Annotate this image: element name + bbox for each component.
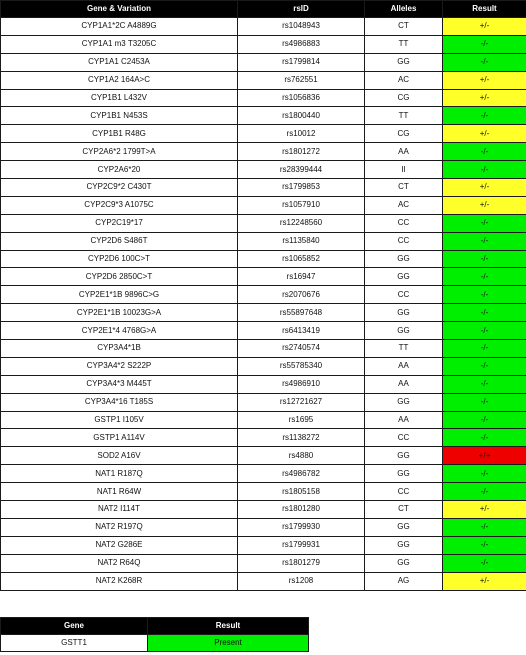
alleles-cell: CG: [365, 89, 443, 107]
rsid-cell: rs762551: [238, 71, 365, 89]
table-row: [1, 268, 526, 286]
gene-variation-cell: CYP1A1 C2453A: [1, 53, 238, 71]
alleles-cell: TT: [365, 107, 443, 125]
table-row: [1, 483, 526, 501]
result-cell: -/-: [443, 35, 526, 53]
alleles-cell: TT: [365, 340, 443, 358]
header-rsid: rsID: [238, 1, 365, 18]
rsid-cell: rs55897648: [238, 304, 365, 322]
table-row: [1, 393, 526, 411]
table-row: [1, 286, 526, 304]
rsid-cell: rs1048943: [238, 18, 365, 36]
rsid-cell: rs1065852: [238, 250, 365, 268]
result-cell: -/-: [443, 214, 526, 232]
result-cell: -/-: [443, 143, 526, 161]
table-row: [1, 232, 526, 250]
rsid-cell: rs4986883: [238, 35, 365, 53]
result-cell: -/-: [443, 304, 526, 322]
result-cell: -/-: [443, 161, 526, 179]
rsid-cell: rs4986910: [238, 375, 365, 393]
alleles-cell: AA: [365, 357, 443, 375]
table-row: [1, 304, 526, 322]
alleles-cell: CC: [365, 429, 443, 447]
gene-variation-cell: CYP1B1 L432V: [1, 89, 238, 107]
rsid-cell: rs1800440: [238, 107, 365, 125]
alleles-cell: CT: [365, 18, 443, 36]
result-cell: -/-: [443, 250, 526, 268]
alleles-cell: GG: [365, 518, 443, 536]
gene-variation-cell: CYP2E1*1B 9896C>G: [1, 286, 238, 304]
result-cell: -/-: [443, 375, 526, 393]
result-cell: +/-: [443, 71, 526, 89]
alleles-cell: CC: [365, 483, 443, 501]
alleles-cell: AC: [365, 196, 443, 214]
rsid-cell: rs1138272: [238, 429, 365, 447]
table-row: [1, 35, 526, 53]
gene-variation-cell: CYP2D6 100C>T: [1, 250, 238, 268]
gene-presence-body: [1, 635, 309, 652]
rsid-cell: rs1799814: [238, 53, 365, 71]
gene-variation-cell: GSTP1 I105V: [1, 411, 238, 429]
rsid-cell: rs6413419: [238, 322, 365, 340]
result-cell: +/+: [443, 447, 526, 465]
rsid-cell: rs1801280: [238, 501, 365, 519]
gene-variation-cell: CYP2D6 S486T: [1, 232, 238, 250]
rsid-cell: rs1805158: [238, 483, 365, 501]
table-row: [1, 518, 526, 536]
genotype-results-body: [1, 18, 526, 591]
rsid-cell: rs1801272: [238, 143, 365, 161]
gene-variation-cell: CYP3A4*1B: [1, 340, 238, 358]
gene-variation-cell: CYP2A6*20: [1, 161, 238, 179]
header-result: Result: [148, 618, 309, 635]
gene-variation-cell: CYP3A4*2 S222P: [1, 357, 238, 375]
header-gene-variation: Gene & Variation: [1, 1, 238, 18]
table-row: [1, 635, 309, 652]
gene-cell: GSTT1: [1, 635, 148, 652]
alleles-cell: AA: [365, 375, 443, 393]
alleles-cell: CC: [365, 214, 443, 232]
result-cell: -/-: [443, 465, 526, 483]
result-cell: -/-: [443, 518, 526, 536]
header-alleles: Alleles: [365, 1, 443, 18]
gene-variation-cell: CYP2A6*2 1799T>A: [1, 143, 238, 161]
result-cell: -/-: [443, 357, 526, 375]
rsid-cell: rs1208: [238, 572, 365, 590]
alleles-cell: CT: [365, 179, 443, 197]
result-cell: -/-: [443, 232, 526, 250]
table-row: [1, 554, 526, 572]
table-row: [1, 411, 526, 429]
alleles-cell: CC: [365, 286, 443, 304]
alleles-cell: TT: [365, 35, 443, 53]
rsid-cell: rs1057910: [238, 196, 365, 214]
table-row: [1, 536, 526, 554]
rsid-cell: rs16947: [238, 268, 365, 286]
alleles-cell: GG: [365, 554, 443, 572]
gene-variation-cell: NAT2 R64Q: [1, 554, 238, 572]
table-row: [1, 357, 526, 375]
result-cell: +/-: [443, 572, 526, 590]
result-cell: -/-: [443, 554, 526, 572]
gene-variation-cell: NAT2 G286E: [1, 536, 238, 554]
table-row: [1, 196, 526, 214]
result-cell: -/-: [443, 107, 526, 125]
rsid-cell: rs55785340: [238, 357, 365, 375]
alleles-cell: GG: [365, 536, 443, 554]
table-row: [1, 89, 526, 107]
result-cell: +/-: [443, 501, 526, 519]
table-header-row: [1, 618, 309, 635]
rsid-cell: rs1799853: [238, 179, 365, 197]
table-row: [1, 161, 526, 179]
table-row: [1, 501, 526, 519]
alleles-cell: GG: [365, 304, 443, 322]
alleles-cell: AC: [365, 71, 443, 89]
gene-variation-cell: SOD2 A16V: [1, 447, 238, 465]
alleles-cell: CC: [365, 232, 443, 250]
rsid-cell: rs10012: [238, 125, 365, 143]
table-header-row: [1, 1, 526, 18]
gene-variation-cell: CYP2D6 2850C>T: [1, 268, 238, 286]
gene-variation-cell: GSTP1 A114V: [1, 429, 238, 447]
gene-variation-cell: CYP1B1 N453S: [1, 107, 238, 125]
result-cell: +/-: [443, 89, 526, 107]
rsid-cell: rs12248560: [238, 214, 365, 232]
gene-presence-table: [0, 617, 309, 652]
alleles-cell: CG: [365, 125, 443, 143]
table-row: [1, 250, 526, 268]
gene-variation-cell: CYP2E1*4 4768G>A: [1, 322, 238, 340]
result-cell: -/-: [443, 536, 526, 554]
gene-variation-cell: CYP2C9*3 A1075C: [1, 196, 238, 214]
gene-variation-cell: CYP1A1*2C A4889G: [1, 18, 238, 36]
table-row: [1, 71, 526, 89]
table-row: [1, 429, 526, 447]
result-cell: -/-: [443, 429, 526, 447]
rsid-cell: rs4880: [238, 447, 365, 465]
rsid-cell: rs1695: [238, 411, 365, 429]
alleles-cell: GG: [365, 322, 443, 340]
rsid-cell: rs1799931: [238, 536, 365, 554]
result-cell: -/-: [443, 483, 526, 501]
rsid-cell: rs12721627: [238, 393, 365, 411]
rsid-cell: rs1801279: [238, 554, 365, 572]
alleles-cell: GG: [365, 393, 443, 411]
gene-variation-cell: CYP1A1 m3 T3205C: [1, 35, 238, 53]
alleles-cell: GG: [365, 447, 443, 465]
result-cell: -/-: [443, 268, 526, 286]
gene-variation-cell: CYP2C9*2 C430T: [1, 179, 238, 197]
rsid-cell: rs2070676: [238, 286, 365, 304]
header-gene: Gene: [1, 618, 148, 635]
table-row: [1, 53, 526, 71]
result-cell: Present: [148, 635, 309, 652]
table-row: [1, 375, 526, 393]
table-row: [1, 179, 526, 197]
table-row: [1, 143, 526, 161]
result-cell: +/-: [443, 196, 526, 214]
table-row: [1, 447, 526, 465]
result-cell: +/-: [443, 18, 526, 36]
alleles-cell: GG: [365, 250, 443, 268]
gene-variation-cell: CYP1B1 R48G: [1, 125, 238, 143]
result-cell: -/-: [443, 393, 526, 411]
table-row: [1, 214, 526, 232]
result-cell: +/-: [443, 179, 526, 197]
table-row: [1, 465, 526, 483]
alleles-cell: GG: [365, 53, 443, 71]
gene-variation-cell: CYP3A4*16 T185S: [1, 393, 238, 411]
alleles-cell: CT: [365, 501, 443, 519]
result-cell: -/-: [443, 411, 526, 429]
alleles-cell: II: [365, 161, 443, 179]
rsid-cell: rs1799930: [238, 518, 365, 536]
rsid-cell: rs2740574: [238, 340, 365, 358]
gene-variation-cell: NAT2 I114T: [1, 501, 238, 519]
table-row: [1, 18, 526, 36]
header-result: Result: [443, 1, 526, 18]
gene-variation-cell: NAT2 K268R: [1, 572, 238, 590]
gene-variation-cell: NAT2 R197Q: [1, 518, 238, 536]
gene-variation-cell: CYP2E1*1B 10023G>A: [1, 304, 238, 322]
rsid-cell: rs1056836: [238, 89, 365, 107]
gene-variation-cell: NAT1 R64W: [1, 483, 238, 501]
rsid-cell: rs4986782: [238, 465, 365, 483]
table-row: [1, 572, 526, 590]
result-cell: -/-: [443, 340, 526, 358]
rsid-cell: rs1135840: [238, 232, 365, 250]
alleles-cell: GG: [365, 465, 443, 483]
table-row: [1, 322, 526, 340]
rsid-cell: rs28399444: [238, 161, 365, 179]
result-cell: -/-: [443, 322, 526, 340]
alleles-cell: AA: [365, 143, 443, 161]
table-row: [1, 125, 526, 143]
alleles-cell: AA: [365, 411, 443, 429]
gene-variation-cell: NAT1 R187Q: [1, 465, 238, 483]
gene-variation-cell: CYP3A4*3 M445T: [1, 375, 238, 393]
gene-variation-cell: CYP1A2 164A>C: [1, 71, 238, 89]
table-row: [1, 107, 526, 125]
table-row: [1, 340, 526, 358]
result-cell: +/-: [443, 125, 526, 143]
result-cell: -/-: [443, 53, 526, 71]
result-cell: -/-: [443, 286, 526, 304]
alleles-cell: GG: [365, 268, 443, 286]
alleles-cell: AG: [365, 572, 443, 590]
gene-variation-cell: CYP2C19*17: [1, 214, 238, 232]
